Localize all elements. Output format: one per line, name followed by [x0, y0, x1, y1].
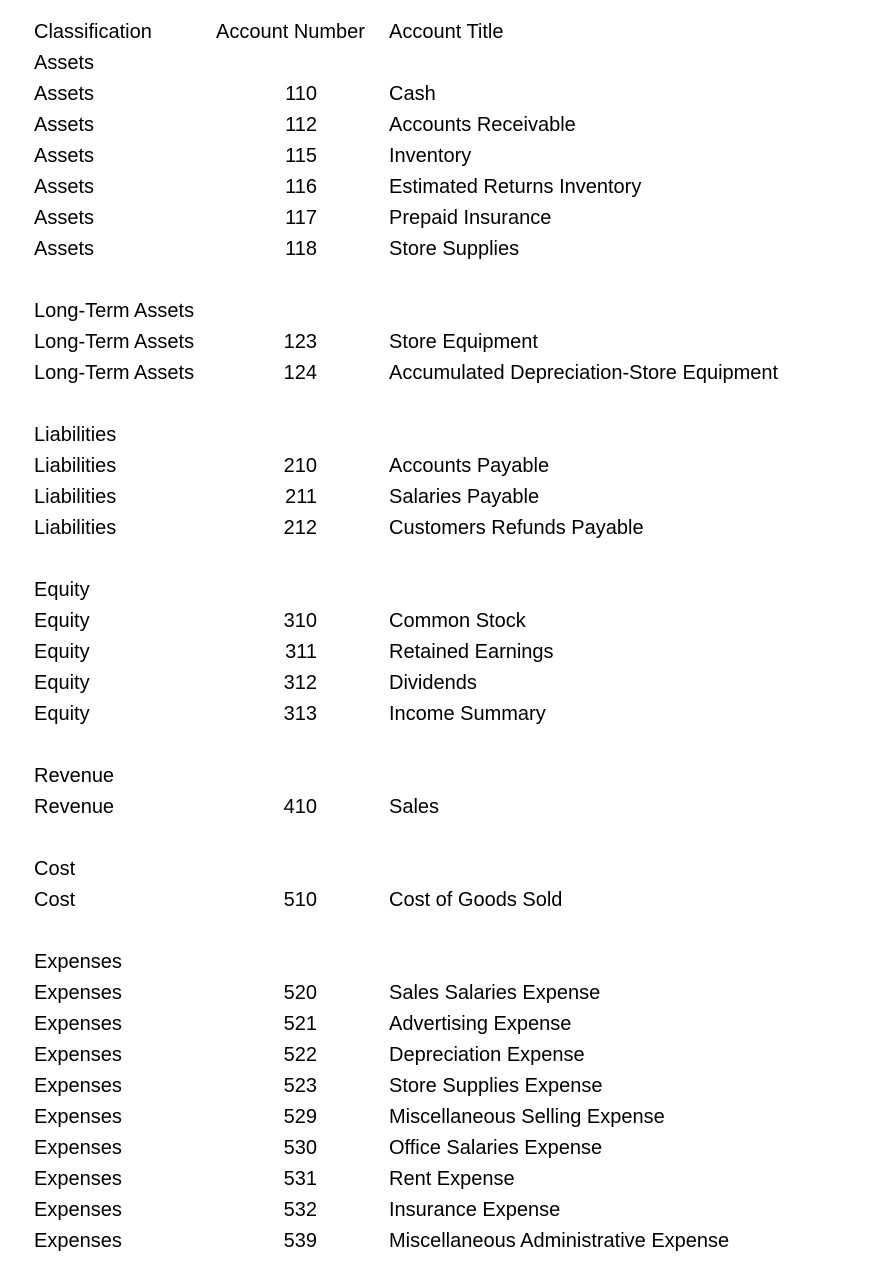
table-row — [0, 885, 871, 916]
table-row — [0, 916, 871, 947]
row-account-number: 530 — [283, 1137, 317, 1159]
row-account-number: 110 — [285, 83, 317, 105]
row-account-number: 510 — [283, 889, 317, 911]
row-classification: Revenue — [34, 765, 115, 787]
row-account-number: 522 — [283, 1044, 317, 1066]
row-classification: Assets — [34, 145, 95, 167]
row-classification: Assets — [34, 207, 95, 229]
row-account-title: Store Equipment — [389, 331, 538, 353]
row-classification: Expenses — [34, 1075, 122, 1097]
row-classification: Expenses — [34, 1044, 122, 1066]
table-row — [0, 79, 871, 110]
table-row — [0, 575, 871, 606]
table-row — [0, 389, 871, 420]
row-classification: Equity — [34, 672, 90, 694]
row-account-title: Inventory — [389, 145, 472, 167]
row-account-number: 211 — [285, 486, 317, 508]
row-account-title: Dividends — [389, 672, 477, 694]
row-classification: Revenue — [34, 796, 115, 818]
row-account-number: 212 — [283, 517, 317, 539]
row-account-number: 116 — [285, 176, 317, 198]
row-classification: Long-Term Assets — [34, 362, 195, 384]
table-row — [0, 296, 871, 327]
row-classification: Equity — [34, 703, 90, 725]
row-classification: Equity — [34, 579, 90, 601]
row-classification: Liabilities — [34, 455, 117, 477]
row-account-title: Accounts Payable — [389, 455, 550, 477]
row-account-title: Store Supplies Expense — [389, 1075, 603, 1097]
row-classification: Liabilities — [34, 424, 117, 446]
row-classification: Assets — [34, 83, 95, 105]
table-row — [0, 761, 871, 792]
row-account-title: Cash — [389, 83, 436, 105]
row-classification: Expenses — [34, 982, 122, 1004]
row-classification: Expenses — [34, 1168, 122, 1190]
row-account-number: 520 — [283, 982, 317, 1004]
row-classification: Equity — [34, 641, 90, 663]
table-row — [0, 637, 871, 668]
table-row — [0, 1133, 871, 1164]
table-row — [0, 451, 871, 482]
table-row — [0, 544, 871, 575]
row-account-title: Sales — [389, 796, 440, 818]
row-classification: Equity — [34, 610, 90, 632]
table-row — [0, 1071, 871, 1102]
row-account-number: 124 — [283, 362, 317, 384]
row-account-number: 410 — [283, 796, 317, 818]
table-row — [0, 48, 871, 79]
header-classification: Classification — [34, 21, 152, 43]
table-row — [0, 1226, 871, 1257]
table-row — [0, 203, 871, 234]
row-account-number: 117 — [285, 207, 317, 229]
header-account-number: Account Number — [216, 21, 365, 43]
row-account-title: Store Supplies — [389, 238, 520, 260]
row-classification: Assets — [34, 176, 95, 198]
header-account-title: Account Title — [389, 21, 504, 43]
row-account-title: Salaries Payable — [389, 486, 540, 508]
row-account-title: Customers Refunds Payable — [389, 517, 644, 539]
row-account-title: Advertising Expense — [389, 1013, 572, 1035]
table-row — [0, 730, 871, 761]
row-account-title: Miscellaneous Selling Expense — [389, 1106, 665, 1128]
table-row — [0, 513, 871, 544]
row-account-title: Depreciation Expense — [389, 1044, 585, 1066]
row-account-number: 310 — [283, 610, 317, 632]
row-account-title: Income Summary — [389, 703, 546, 725]
row-account-title: Estimated Returns Inventory — [389, 176, 642, 198]
table-row — [0, 1164, 871, 1195]
table-row — [0, 823, 871, 854]
row-classification: Cost — [34, 889, 76, 911]
row-account-number: 523 — [283, 1075, 317, 1097]
row-classification: Assets — [34, 114, 95, 136]
row-classification: Cost — [34, 858, 76, 880]
row-account-number: 115 — [285, 145, 317, 167]
row-account-number: 312 — [283, 672, 317, 694]
row-account-number: 112 — [285, 114, 317, 136]
row-account-title: Insurance Expense — [389, 1199, 561, 1221]
row-classification: Liabilities — [34, 517, 117, 539]
table-row — [0, 482, 871, 513]
row-account-title: Common Stock — [389, 610, 526, 632]
table-row — [0, 1102, 871, 1133]
header-row — [0, 17, 871, 48]
row-classification: Expenses — [34, 1199, 122, 1221]
row-account-number: 532 — [283, 1199, 317, 1221]
table-row — [0, 606, 871, 637]
table-row — [0, 327, 871, 358]
table-row — [0, 172, 871, 203]
row-account-title: Accounts Receivable — [389, 114, 576, 136]
row-account-number: 123 — [283, 331, 317, 353]
table-row — [0, 792, 871, 823]
table-row — [0, 668, 871, 699]
table-row — [0, 265, 871, 296]
row-account-title: Sales Salaries Expense — [389, 982, 601, 1004]
row-account-title: Rent Expense — [389, 1168, 515, 1190]
table-row — [0, 1195, 871, 1226]
row-classification: Liabilities — [34, 486, 117, 508]
row-account-number: 210 — [283, 455, 317, 477]
row-classification: Expenses — [34, 951, 122, 973]
row-classification: Expenses — [34, 1013, 122, 1035]
table-row — [0, 947, 871, 978]
row-account-title: Miscellaneous Administrative Expense — [389, 1230, 730, 1252]
row-classification: Expenses — [34, 1106, 122, 1128]
table-row — [0, 358, 871, 389]
row-account-number: 531 — [283, 1168, 317, 1190]
row-classification: Assets — [34, 238, 95, 260]
row-classification: Expenses — [34, 1137, 122, 1159]
row-account-number: 539 — [283, 1230, 317, 1252]
table-row — [0, 1040, 871, 1071]
row-account-number: 313 — [283, 703, 317, 725]
table-row — [0, 234, 871, 265]
table-row — [0, 420, 871, 451]
row-account-title: Cost of Goods Sold — [389, 889, 563, 911]
table-row — [0, 978, 871, 1009]
row-classification: Expenses — [34, 1230, 122, 1252]
table-body — [0, 48, 871, 1257]
row-account-number: 521 — [283, 1013, 317, 1035]
row-classification: Long-Term Assets — [34, 300, 195, 322]
row-account-title: Retained Earnings — [389, 641, 554, 663]
row-account-number: 118 — [285, 238, 317, 260]
row-account-title: Office Salaries Expense — [389, 1137, 603, 1159]
row-classification: Long-Term Assets — [34, 331, 195, 353]
row-account-number: 311 — [285, 641, 317, 663]
row-account-title: Prepaid Insurance — [389, 207, 552, 229]
row-account-title: Accumulated Depreciation-Store Equipment — [389, 362, 779, 384]
table-row — [0, 141, 871, 172]
table-row — [0, 1009, 871, 1040]
chart-of-accounts-table — [0, 17, 871, 1257]
table-row — [0, 110, 871, 141]
row-classification: Assets — [34, 52, 95, 74]
row-account-number: 529 — [283, 1106, 317, 1128]
table-row — [0, 854, 871, 885]
table-row — [0, 699, 871, 730]
